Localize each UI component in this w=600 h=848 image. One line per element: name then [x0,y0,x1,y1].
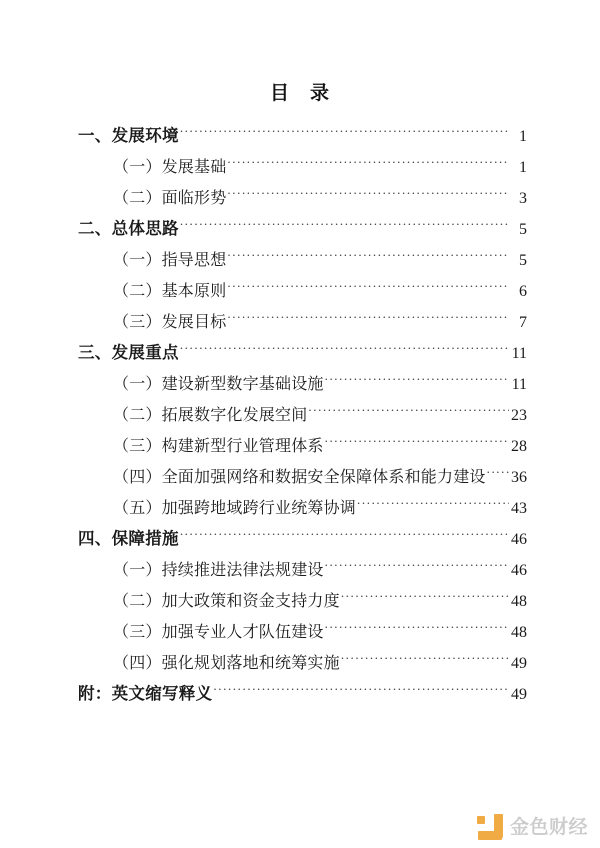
toc-dot-leader [227,265,509,296]
toc-page-number: 36 [511,469,527,486]
toc-dot-leader [180,203,509,234]
toc-entry-label: （一）发展基础 [113,159,227,176]
toc-entry-label: （四）强化规划落地和统筹实施 [113,655,340,672]
watermark [477,814,588,840]
toc-entry-label: 附：英文缩写释义 [78,685,213,703]
toc-entry-label: 一、发展环境 [78,127,179,145]
toc-entry-label: 四、保障措施 [78,530,179,548]
toc-dot-leader [213,668,509,699]
toc-dot-leader [325,420,509,451]
toc-page-number: 48 [511,593,527,610]
toc-dot-leader [341,637,509,668]
toc-page-number: 48 [511,624,527,641]
toc-entry-label: （二）加大政策和资金支持力度 [113,593,340,610]
toc-entry-label: （一）建设新型数字基础设施 [113,376,324,393]
toc-dot-leader [341,575,509,606]
toc-page-number: 46 [511,531,527,548]
toc-page-number: 11 [511,376,527,393]
toc-page-number: 5 [519,221,527,238]
toc-entry-label: （一）指导思想 [113,252,227,269]
toc-entry-label: （五）加强跨地域跨行业统筹协调 [113,500,357,517]
toc-page-number: 1 [519,128,527,145]
toc-dot-leader [227,234,509,265]
toc-dot-leader [325,544,509,575]
toc-entry-label: 二、总体思路 [78,220,179,238]
toc-entry-label: （一）持续推进法律法规建设 [113,562,324,579]
table-of-contents [0,110,600,703]
toc-entry-label: （四）全面加强网络和数据安全保障体系和能力建设 [113,469,486,486]
toc-page-number: 23 [511,407,527,424]
toc-entry[interactable] [0,110,600,145]
toc-dot-leader [227,296,509,327]
toc-page-number: 49 [511,655,527,672]
watermark-brand-text: 金色财经 [509,816,588,838]
toc-entry-label: 三、发展重点 [78,344,179,362]
toc-page-number: 3 [519,190,527,207]
toc-page-number: 28 [511,438,527,455]
toc-entry-label: （三）发展目标 [113,314,227,331]
toc-dot-leader [227,172,509,203]
toc-dot-leader [357,482,509,513]
toc-dot-leader [227,141,509,172]
jinse-logo-icon [477,814,503,840]
toc-entry-label: （二）拓展数字化发展空间 [113,407,308,424]
toc-dot-leader [180,513,509,544]
toc-dot-leader [325,358,509,389]
page-title: 目 录 [269,83,330,104]
toc-page-number: 1 [519,159,527,176]
toc-page-number: 6 [519,283,527,300]
toc-page-number: 46 [511,562,527,579]
toc-entry-label: （二）基本原则 [113,283,227,300]
toc-page-number: 49 [511,686,527,703]
toc-dot-leader [325,606,509,637]
toc-dot-leader [180,327,509,358]
toc-entry-label: （三）加强专业人才队伍建设 [113,624,324,641]
toc-page-number: 7 [519,314,527,331]
toc-page-number: 5 [519,252,527,269]
toc-entry-label: （三）构建新型行业管理体系 [113,438,324,455]
toc-page-number: 11 [511,345,527,362]
toc-dot-leader [180,110,509,141]
toc-page-number: 43 [511,500,527,517]
toc-entry-label: （二）面临形势 [113,190,227,207]
toc-dot-leader [487,451,509,482]
toc-dot-leader [308,389,509,420]
